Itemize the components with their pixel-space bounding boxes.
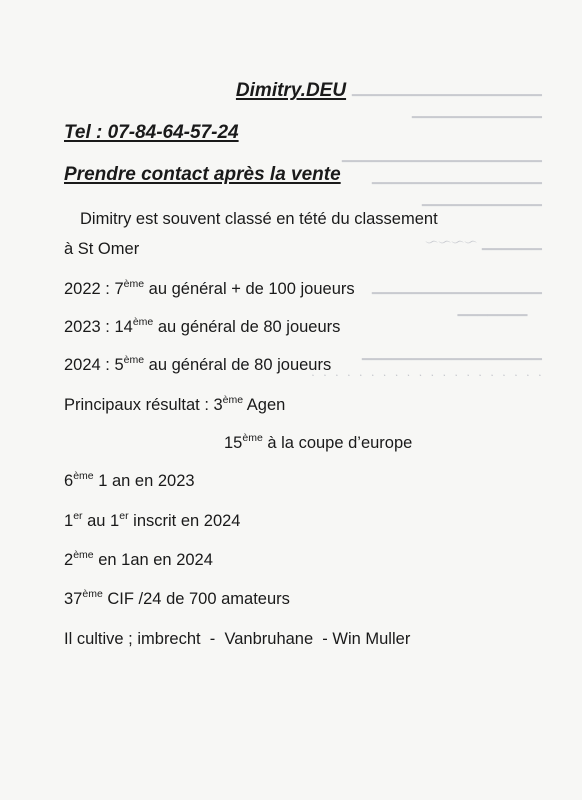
contact-note: Prendre contact après la vente [64, 164, 341, 185]
result-2022 [64, 280, 355, 299]
result-other-3-sup: ème [73, 549, 94, 561]
result-2023-sup: ème [132, 316, 154, 328]
result-other-4-sup: ème [82, 588, 103, 600]
main-results [64, 396, 285, 415]
result-2024-prefix: 2024 : 5 [64, 356, 124, 374]
result-2022-sup: ème [123, 278, 145, 290]
intro-line-1: Dimitry est souvent classé en tété du classement [80, 210, 438, 228]
result-2022-prefix: 2022 : 7 [64, 280, 124, 298]
result-2024 [64, 356, 331, 375]
cup-result-rest: à la coupe d’europe [262, 434, 413, 452]
result-2024-rest: au général de 80 joueurs [144, 356, 332, 374]
result-other-2-mid: au 1 [82, 512, 120, 530]
cup-result [224, 434, 412, 453]
main-results-rest: Agen [243, 396, 286, 414]
result-2024-sup: ème [123, 354, 145, 366]
phone-number: Tel : 07-84-64-57-24 [64, 122, 239, 143]
result-other-2-prefix: 1 [64, 512, 74, 530]
cup-result-sup: ème [242, 432, 263, 444]
bleed-through-text: ▁▁▁▁▁▁▁▁▁▁▁▁▁▁▁▁▁▁▁ ▁▁▁▁▁▁▁▁▁▁▁▁▁ ▁▁▁▁▁▁▁▁▁▁▁▁▁▁▁▁▁▁▁▁ ▁▁▁▁▁▁▁▁▁▁▁▁▁▁▁▁▁ ▁▁▁▁▁▁▁▁▁▁▁▁ ▁▁▁▁▁▁ ～～～～ ▁▁▁▁▁▁▁▁▁▁▁▁▁▁▁▁▁ ▁▁▁▁▁▁▁ ▁▁▁▁▁▁▁▁▁▁▁▁▁▁▁▁▁▁ · · · · · · · · · · · · · · · · · · · · [308, 81, 542, 382]
result-other-3-rest: en 1an en 2024 [93, 551, 213, 569]
result-2022-rest: au général + de 100 joueurs [144, 280, 355, 298]
result-other-1 [64, 472, 195, 491]
result-other-2-sup2: er [119, 510, 129, 522]
result-other-4-prefix: 37 [64, 590, 83, 608]
result-2023-rest: au général de 80 joueurs [153, 318, 341, 336]
result-other-3 [64, 551, 213, 570]
main-results-sup: ème [222, 394, 244, 406]
result-other-2 [64, 512, 240, 531]
main-results-label: Principaux résultat : 3 [64, 396, 223, 414]
result-other-1-sup: ème [73, 470, 94, 482]
result-other-3-prefix: 2 [64, 551, 74, 569]
result-other-2-sup: er [73, 510, 83, 522]
cup-result-prefix: 15 [224, 434, 243, 452]
result-2023 [64, 318, 340, 337]
seller-name: Dimitry.DEU [235, 80, 347, 101]
result-other-1-prefix: 6 [64, 472, 74, 490]
result-other-2-rest: inscrit en 2024 [128, 512, 241, 530]
result-2023-prefix: 2023 : 14 [64, 318, 133, 336]
result-other-1-rest: 1 an en 2023 [93, 472, 195, 490]
intro-line-2: à St Omer [64, 240, 140, 258]
cultive-line: Il cultive ; imbrecht - Vanbruhane - Win Muller [64, 630, 411, 648]
result-other-4 [64, 590, 290, 609]
result-other-4-rest: CIF /24 de 700 amateurs [102, 590, 290, 608]
